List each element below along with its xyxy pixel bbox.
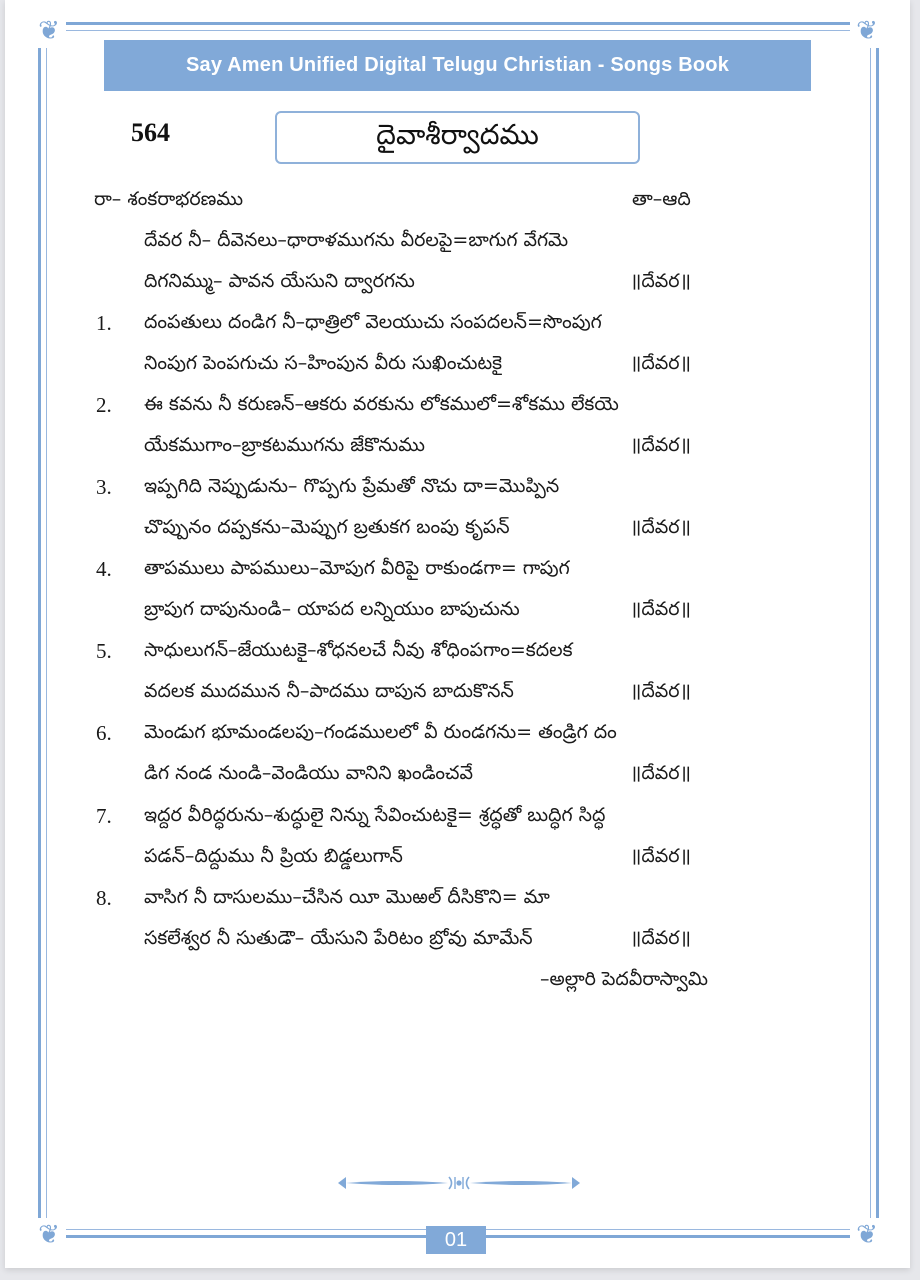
verse-number: 2. — [96, 393, 112, 417]
refrain-tag: ॥దేవర॥ — [630, 598, 691, 620]
song-title: దైవాశీర్వాదము — [376, 117, 539, 151]
refrain-tag: ॥దేవర॥ — [630, 434, 691, 456]
verse-number: 8. — [96, 886, 112, 910]
verse-number: 6. — [96, 721, 112, 745]
verse-line: దంపతులు దండిగ నీ–ధాత్రిలో వెలయుచు సంపదలన్=సొంపుగ — [144, 311, 602, 333]
verse-line: డిగ నండ నుండి–వెండియు వానిని ఖండించవే — [144, 762, 473, 784]
verse-line: చొప్పునం దప్పకను–మెప్పుగ బ్రతుకగ బంపు కృపన్ — [144, 516, 510, 538]
pallavi-line: దిగనిమ్ము– పావన యేసుని ద్వారగను — [144, 270, 415, 292]
refrain-tag: ॥దేవర॥ — [630, 516, 691, 538]
corner-flourish-icon: ❦ — [850, 1218, 884, 1252]
song-author: –అల్లారి పెదవీరాస్వామి — [540, 968, 708, 990]
verse-line: యేకముగాం–బ్రాకటముగను జేకొనుము — [144, 434, 425, 456]
refrain-tag: ॥దేవర॥ — [630, 845, 691, 867]
verse-line: ఇప్పగిది నెప్పుడును– గొప్పగు ప్రేమతో నొచు దా=మొప్పిన — [144, 475, 560, 497]
verse-number: 5. — [96, 639, 112, 663]
refrain-tag: ॥దేవర॥ — [630, 927, 691, 949]
corner-flourish-icon: ❦ — [32, 14, 66, 48]
verse-line: సకలేశ్వర నీ సుతుడౌ– యేసుని పేరిటం బ్రోవు మామేన్ — [144, 927, 533, 949]
verse-line: బ్రాపుగ దాపునుండి– యాపద లన్నియుం బాపుచును — [144, 598, 520, 620]
tala-label: తా–ఆది — [632, 188, 691, 210]
corner-flourish-icon: ❦ — [32, 1218, 66, 1252]
verse-number: 7. — [96, 804, 112, 828]
verse-line: తాపములు పాపములు–మోపుగ వీరిపై రాకుండగా= గాపుగ — [144, 557, 570, 579]
refrain-tag: ॥దేవర॥ — [630, 352, 691, 374]
raga-label: రా– శంకరాభరణము — [94, 188, 244, 210]
page-number: 01 — [426, 1226, 486, 1254]
verse-line: సాధులుగన్–జేయుటకై–శోధనలచే నీవు శోధింపగాం=కదలక — [144, 639, 573, 661]
verse-number: 1. — [96, 311, 112, 335]
song-number: 564 — [131, 118, 170, 147]
pallavi-line: దేవర నీ– దీవెనలు–ధారాళముగను వీరలపై=బాగుగ వేగమె — [144, 229, 569, 251]
verse-line: వాసిగ నీ దాసులము–చేసిన యీ మొఱల్ దీసికొని= మా — [144, 886, 550, 908]
verse-number: 3. — [96, 475, 112, 499]
song-title-box — [275, 111, 640, 164]
refrain-tag: ॥దేవర॥ — [630, 680, 691, 702]
refrain-tag: ॥దేవర॥ — [630, 270, 691, 292]
verse-line: ఇద్దర వీరిద్ధరును–శుద్ధులై నిన్ను సేవించుటకై= శ్రద్ధతో బుద్ధిగ సిద్ధ — [144, 804, 606, 826]
verse-line: పడన్–దిద్దుము నీ ప్రియ బిడ్డలుగాన్ — [144, 845, 403, 867]
refrain-tag: ॥దేవర॥ — [630, 762, 691, 784]
divider-ornament-icon — [336, 1172, 582, 1194]
verse-line: వదలక ముదమున నీ–పాదము దాపున బాదుకొనన్ — [144, 680, 514, 702]
corner-flourish-icon: ❦ — [850, 14, 884, 48]
verse-number: 4. — [96, 557, 112, 581]
verse-line: ఈ కవను నీ కరుణన్–ఆకరు వరకును లోకములో=శోకము లేకయె — [144, 393, 619, 415]
verse-line: మెండుగ భూమండలపు–గండములలో వీ రుండగను= తండ్రిగ దం — [144, 721, 617, 743]
verse-line: నింపుగ పెంపగుచు స–హింపున వీరు సుఖించుటకై — [144, 352, 503, 374]
book-title-banner: Say Amen Unified Digital Telugu Christian - Songs Book — [104, 40, 811, 91]
